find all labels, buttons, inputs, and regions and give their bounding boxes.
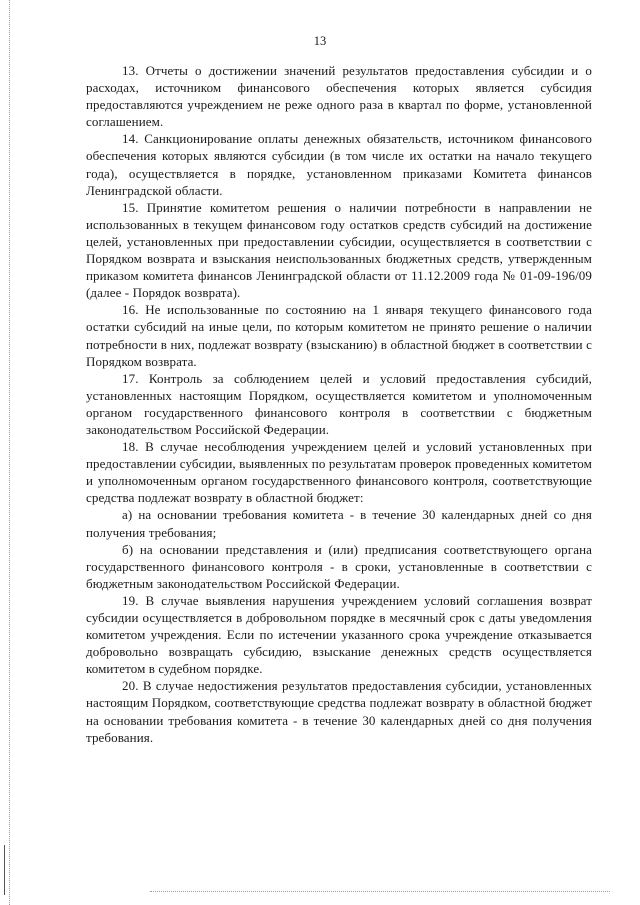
paragraph-18-a: а) на основании требования комитета - в течение 30 календарных дней со дня получения требования; (86, 507, 592, 540)
paragraph-14: 14. Санкционирование оплаты денежных обязательств, источником финансового обеспечения которых являются субсидии (в том числе их остатки на начало текущего года), осуществляется в порядке, установленном приказами Комитета финансов Ленинградской области. (86, 131, 592, 198)
scan-edge-mark (4, 845, 5, 895)
paragraph-18: 18. В случае несоблюдения учреждением целей и условий установленных при предоставлении субсидии, выявленных по результатам проверок проведенных комитетом и уполномоченным органом государственного финансового контроля, соответствующие средства подлежат возврату в областной бюджет: (86, 439, 592, 506)
paragraph-18-b: б) на основании представления и (или) предписания соответствующего органа государственного финансового контроля - в сроки, установленные в соответствии с бюджетным законодательством Российской Федерации. (86, 541, 592, 591)
paragraph-13: 13. Отчеты о достижении значений результатов предоставления субсидии и о расходах, источником финансового обеспечения которых является субсидия предоставляются учреждением не реже одного раза в квартал по форме, установленной соглашением. (86, 63, 592, 130)
paragraph-15: 15. Принятие комитетом решения о наличии потребности в направлении не использованных в текущем финансовом году остатков средств субсидий на достижение целей, установленных при предоставлении субсидии, осуществляется в соответствии с Порядком возврата и взыскания неиспользованных бюджетных средств, утвержденным приказом комитета финансов Ленинградской области от 11.12.2009 года № 01-09-196/09 (далее - Порядок возврата). (86, 199, 592, 301)
page-number: 13 (313, 34, 327, 48)
paragraph-17: 17. Контроль за соблюдением целей и условий предоставления субсидий, установленных настоящим Порядком, осуществляется комитетом и уполномоченным органом государственного финансового контроля в соответствии с бюджетным законодательством Российской Федерации. (86, 370, 592, 437)
scan-edge-left (9, 0, 10, 905)
paragraph-19: 19. В случае выявления нарушения учреждением условий соглашения возврат субсидии осуществляется в добровольном порядке в месячный срок с даты уведомления комитетом учреждения. Если по истечении указанного срока учреждение отказывается добровольно возвращать субсидию, взыскание денежных средств осуществляется комитетом в судебном порядке. (86, 592, 592, 677)
paragraph-20: 20. В случае недостижения результатов предоставления субсидии, установленных настоящим Порядком, соответствующие средства подлежат возврату в областной бюджет на основании требования комитета - в течение 30 календарных дней со дня получения требования. (86, 678, 592, 745)
paragraph-16: 16. Не использованные по состоянию на 1 января текущего финансового года остатки субсидий на иные цели, по которым комитетом не принято решение о наличии потребности в них, подлежат возврату (взысканию) в областной бюджет в соответствии с Порядком возврата. (86, 302, 592, 369)
document-body (86, 62, 592, 746)
scan-edge-bottom (150, 891, 610, 892)
